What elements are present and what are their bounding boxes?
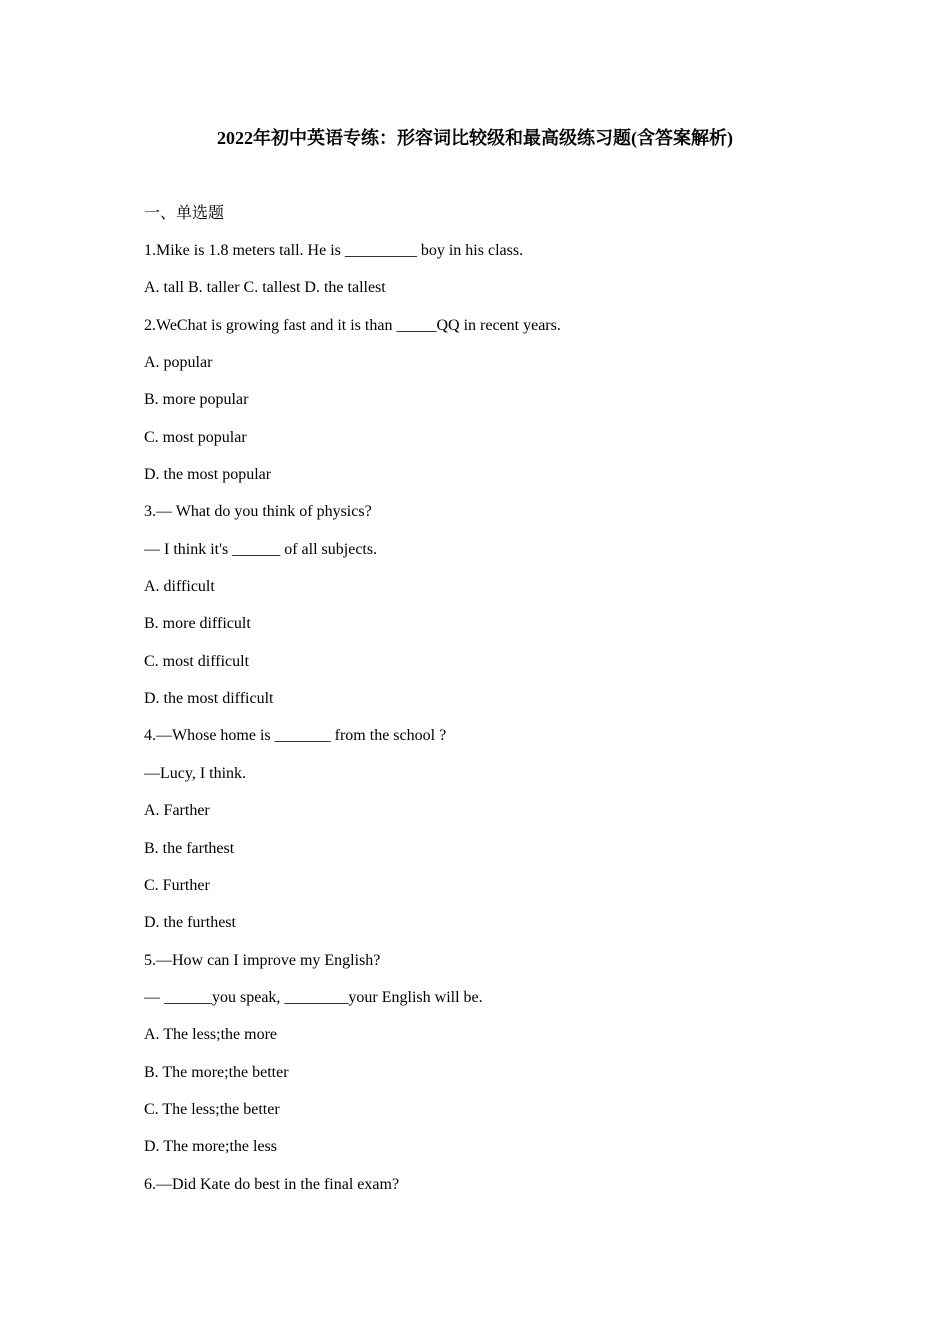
question-line: 4.—Whose home is _______ from the school ? [144,727,447,745]
option-line: C. The less;the better [144,1100,280,1118]
dialogue-line: — I think it's ______ of all subjects. [144,540,378,558]
option-line: B. the farthest [144,839,235,857]
dialogue-line: —Lucy, I think. [144,764,247,782]
option-line: A. popular [144,354,213,372]
section-heading: 一、单选题 [144,205,225,222]
option-line: B. The more;the better [144,1063,289,1081]
option-line: A. Farther [144,802,210,820]
option-line: D. the most difficult [144,690,274,708]
option-line: A. difficult [144,578,215,596]
option-line: A. The less;the more [144,1026,278,1044]
question-line: 3.— What do you think of physics? [144,503,372,521]
option-line: B. more popular [144,391,249,409]
document-title: 2022年初中英语专练：形容词比较级和最高级练习题(含答案解析) [217,128,733,148]
question-line: 5.—How can I improve my English? [144,951,381,969]
question-lines [144,237,844,1208]
option-line: D. the most popular [144,466,272,484]
dialogue-line: — ______you speak, ________your English will be. [144,988,483,1006]
option-line: C. Further [144,876,210,894]
question-line: 6.—Did Kate do best in the final exam? [144,1175,400,1193]
option-line: C. most popular [144,428,247,446]
option-line: A. tall B. taller C. tallest D. the tallest [144,279,386,297]
option-line: D. The more;the less [144,1138,278,1156]
option-line: C. most difficult [144,652,250,670]
option-line: B. more difficult [144,615,251,633]
question-line: 1.Mike is 1.8 meters tall. He is _________ boy in his class. [144,242,524,259]
option-line: D. the furthest [144,914,236,932]
question-line: 2.WeChat is growing fast and it is than _____QQ in recent years. [144,316,561,334]
